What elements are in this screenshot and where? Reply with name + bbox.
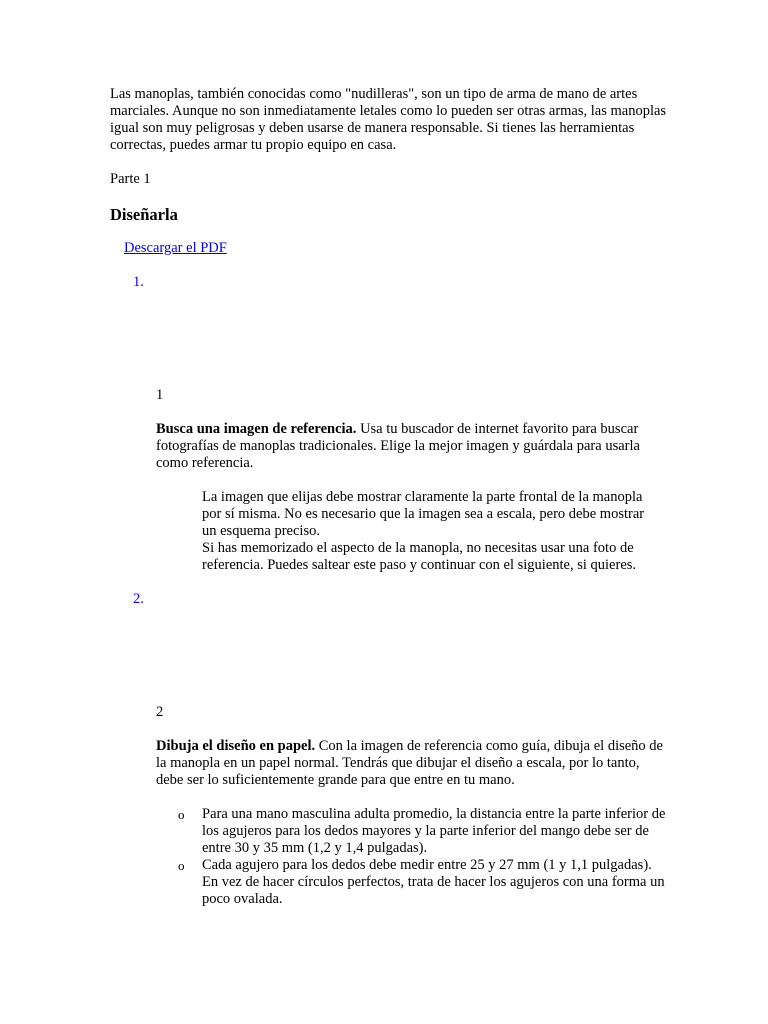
step-2-number: 2 (156, 704, 164, 720)
download-pdf-link[interactable]: Descargar el PDF (124, 240, 227, 256)
part-label: Parte 1 (110, 171, 151, 187)
step-2-text (156, 738, 666, 789)
step-1-body: Usa tu buscador de internet favorito para buscar fotografías de manoplas tradicionales. Elige la mejor imagen y guárdala para usarla como referencia. (156, 421, 640, 471)
step-2-bullet-list (178, 806, 668, 908)
step-1-text (156, 421, 666, 472)
list-item-text: Para una mano masculina adulta promedio, la distancia entre la parte inferior de los agujeros para los dedos mayores y la parte inferior del mango debe ser de entre 30 y 35 mm (1,2 y 1,4 pulgadas). (202, 806, 666, 856)
intro-paragraph: Las manoplas, también conocidas como "nudilleras", son un tipo de arma de mano de artes marciales. Aunque no son inmediatamente letales como lo pueden ser otras armas, las manoplas igual son muy peligrosas y deben usarse de manera responsable. Si tienes las herramientas correctas, puedes armar tu propio equipo en casa. (110, 86, 667, 153)
circle-bullet-icon: o (178, 807, 185, 822)
step-2-marker: 2. (133, 591, 144, 607)
list-item-text: Cada agujero para los dedos debe medir entre 25 y 27 mm (1 y 1,1 pulgadas). En vez de hacer círculos perfectos, trata de hacer los agujeros con una forma un poco ovalada. (202, 857, 665, 907)
step-2-body: Con la imagen de referencia como guía, dibuja el diseño de la manopla en un papel normal. Tendrás que dibujar el diseño a escala, por lo tanto, debe ser lo suficientemente grande para que entre en tu mano. (156, 738, 663, 788)
list-item (178, 806, 668, 857)
step-1-number: 1 (156, 387, 164, 403)
list-item (178, 857, 668, 908)
step-2-heading: Dibuja el diseño en papel. (156, 738, 316, 754)
step-1-heading: Busca una imagen de referencia. (156, 421, 357, 437)
step-1-sub-item: Si has memorizado el aspecto de la manopla, no necesitas usar una foto de referencia. Puedes saltear este paso y continuar con el siguiente, si quieres. (202, 540, 637, 573)
step-1-sub-item: La imagen que elijas debe mostrar claramente la parte frontal de la manopla por sí misma. No es necesario que la imagen sea a escala, pero debe mostrar un esquema preciso. (202, 489, 645, 539)
step-1-sub-paragraph (202, 489, 662, 574)
circle-bullet-icon: o (178, 858, 185, 873)
step-1-marker: 1. (133, 274, 144, 290)
section-title: Diseñarla (110, 205, 178, 224)
